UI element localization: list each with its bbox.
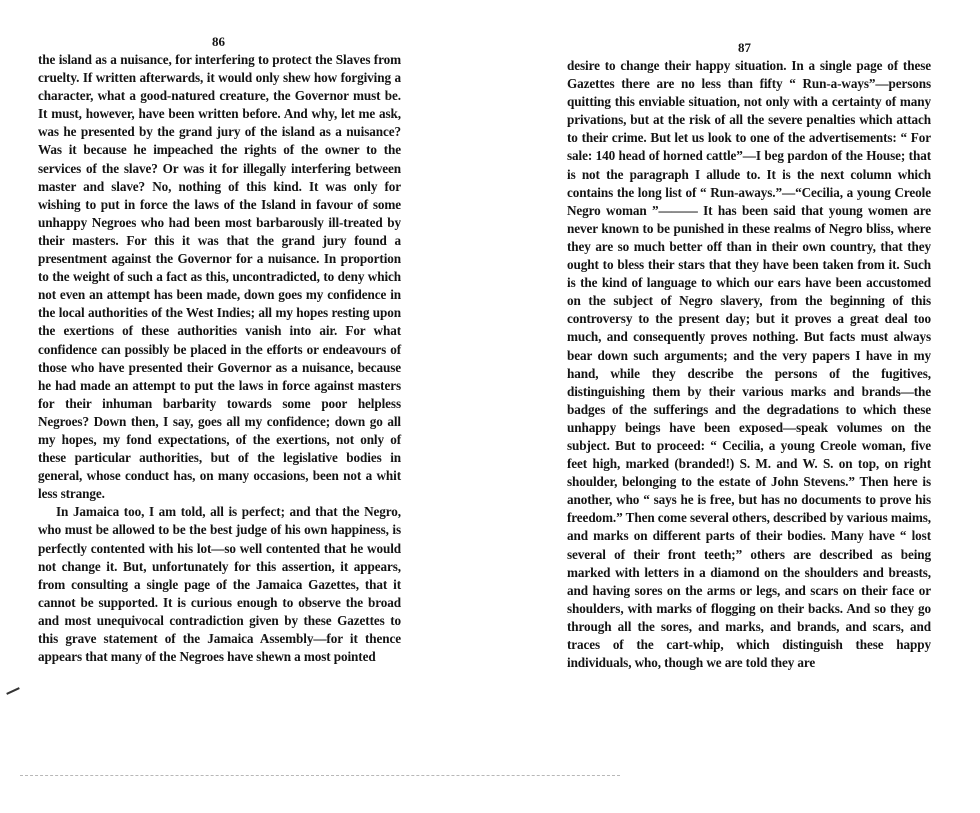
left-paragraph-1: the island as a nuisance, for interfering to protect the Slaves from cruelty. If written afterwards, it would only shew how forgiving a character, what a good-natured creature, the Governor must be. It must, however, have been written before. And why, let me ask, was he presented by the grand jury of the island as a nuisance? Was it because he impeached the rights of the owner to the services of the slave? Or was it for illegally interfering between master and slave? No, nothing of this kind. It was only for wishing to put in force the laws of the Island in favour of some unhappy Negroes who had been most barbarously ill-treated by their masters. For this it was that the grand jury found a presentment against the Governor for a nuisance. In proportion to the weight of such a fact as this, uncontradicted, to deny which not even an attempt has been made, down goes my confidence in the local authorities of the West Indies; all my hopes resting upon the exertions of these authorities vanish into air. For what confidence can possibly be placed in the efforts or endeavours of those who have presented their Governor as a nuisance, because he had made an attempt to put the laws in force against masters for their inhuman barbarity towards some poor helpless Negroes? Down then, I say, goes all my confidence; down go all my hopes, my fond expectations, of the exertions, not only of these particular authorities, but of the legislative bodies in general, whose conduct has, on many occasions, been not a whit less strange. bbox=[38, 52, 401, 502]
right-page-text bbox=[567, 57, 931, 672]
left-page-text bbox=[38, 51, 401, 666]
page-number-right: 87 bbox=[738, 40, 751, 55]
left-paragraph-2: In Jamaica too, I am told, all is perfect; and that the Negro, who must be allowed to be the best judge of his own happiness, is perfectly contented with his lot—so well contented that he would not change it. But, unfortunately for this assertion, it appears, from consulting a single page of the Jamaica Gazettes, that it cannot be supported. It is curious enough to observe the broad and most unequivocal contradiction given by these Gazettes to this grave statement of the Jamaica Assembly—for it thence appears that many of the Negroes have shewn a most pointed bbox=[38, 504, 401, 665]
right-page bbox=[490, 0, 980, 813]
page-number-left: 86 bbox=[212, 34, 225, 49]
scan-artifact-rule bbox=[20, 775, 620, 776]
right-paragraph-1: desire to change their happy situation. In a single page of these Gazettes there are no less than fifty “ Run-a-ways”—persons quitting this enviable situation, not only with a certainty of many privations, but at the risk of all the severe penalties which attach to their crime. But let us look to one of the advertisements: “ For sale: 140 head of horned cattle”—I beg pardon of the House; that is not the paragraph I allude to. It is the next column which contains the long list of “ Run-aways.”—“Cecilia, a young Creole Negro woman ”——— It has been said that young women are never known to be punished in these realms of Negro bliss, where they are so much better off than in their own country, that they ought to bless their stars that they have been taken from it. Such is the kind of language to which our ears have been accustomed on the subject of Negro slavery, from the beginning of this controversy to the present day; but it proves a great deal too much, and consequently proves nothing. But facts must always bear down such arguments; and the very papers I have in my hand, while they describe the persons of the fugitives, distinguishing them by their various marks and brands—the badges of the sufferings and the degradations to which these unhappy beings have been exposed—speak volumes on the subject. But to proceed: “ Cecilia, a young Creole woman, five feet high, marked (branded!) S. M. and W. S. on top, on right shoulder, belonging to the estate of John Stevens.” Then here is another, who “ says he is free, but has no documents to prove his freedom.” Then come several others, described by various maims, and marks on different parts of their bodies. Many have “ lost several of their front teeth;” others are described as being marked with letters in a diamond on the shoulders and breasts, and having sores on the arms or legs, and scars on their face or shoulders, with marks of flogging on their backs. And so they go through all the sores, and marks, and brands, and scars, and traces of the cart-whip, which distinguish these happy individuals, who, though we are told they are bbox=[567, 58, 931, 671]
